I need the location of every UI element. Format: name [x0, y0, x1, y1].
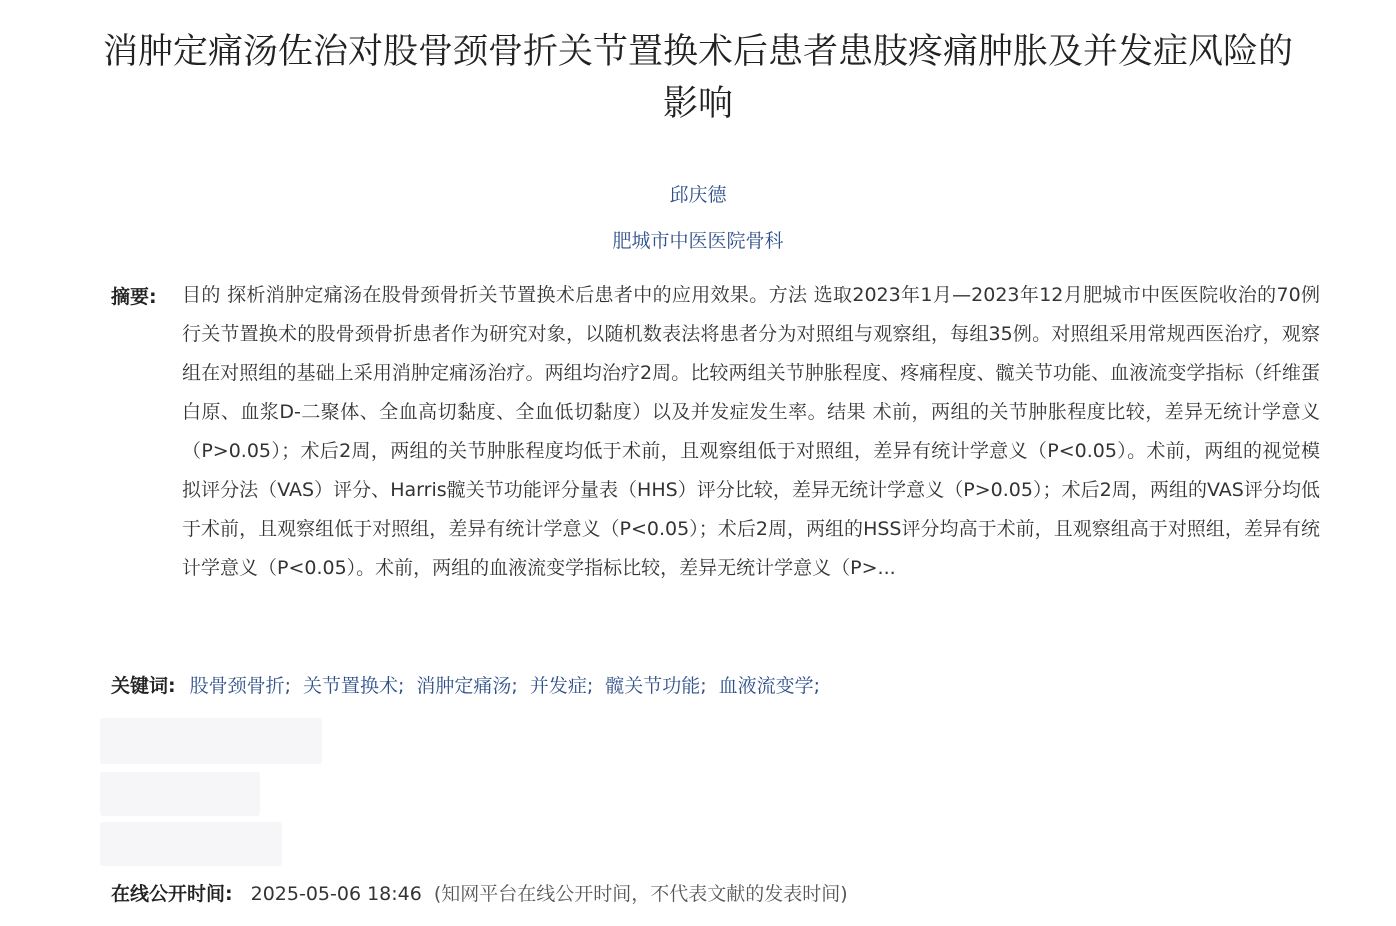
blurred-info-block [100, 772, 260, 816]
publication-date: 2025-05-06 18:46 [250, 883, 422, 905]
keyword-link[interactable]: 血液流变学; [718, 675, 821, 697]
keywords-label: 关键词: [111, 675, 176, 697]
keyword-link[interactable]: 关节置换术; [303, 675, 405, 697]
publication-row [111, 878, 1311, 910]
abstract-text: 目的 探析消肿定痛汤在股骨颈骨折关节置换术后患者中的应用效果。方法 选取2023年1月—2023年12月肥城市中医医院收治的70例行关节置换术的股骨颈骨折患者作为研究对象，以随机数表法将患者分为对照组与观察组，每组35例。对照组采用常规西医治疗，观察组在对照组的基础上采用消肿定痛汤治疗。两组均治疗2周。比较两组关节肿胀程度、疼痛程度、髋关节功能、血液流变学指标（纤维蛋白原、血浆D-二聚体、全血高切黏度、全血低切黏度）以及并发症发生率。结果 术前，两组的关节肿胀程度比较，差异无统计学意义（P>0.05）；术后2周，两组的关节肿胀程度均低于术前，且观察组低于对照组，差异有统计学意义（P<0.05）。术前，两组的视觉模拟评分法（VAS）评分、Harris髋关节功能评分量表（HHS）评分比较，差异无统计学意义（P>0.05）；术后2周，两组的VAS评分均低于术前，且观察组低于对照组，差异有统计学意义（P<0.05）；术后2周，两组的HSS评分均高于术前，且观察组高于对照组，差异有统计学意义（P<0.05）。术前，两组的血液流变学指标比较，差异无统计学意义（P>... [182, 284, 1320, 579]
blurred-info-block [100, 822, 282, 866]
affiliation-link[interactable]: 肥城市中医医院骨科 [612, 230, 784, 252]
keywords-row [111, 670, 1311, 702]
keyword-link[interactable]: 股骨颈骨折; [189, 675, 292, 697]
publication-label: 在线公开时间: [111, 883, 233, 905]
abstract-label: 摘要: [111, 286, 157, 308]
article-title: 消肿定痛汤佐治对股骨颈骨折关节置换术后患者患肢疼痛肿胀及并发症风险的影响 [102, 32, 1293, 124]
keyword-link[interactable]: 并发症; [529, 675, 594, 697]
keyword-link[interactable]: 髋关节功能; [605, 675, 707, 697]
publication-note: (知网平台在线公开时间，不代表文献的发表时间) [433, 883, 848, 905]
keyword-link[interactable]: 消肿定痛汤; [416, 675, 518, 697]
blurred-info-block [100, 718, 322, 764]
author-link[interactable]: 邱庆德 [669, 184, 727, 206]
